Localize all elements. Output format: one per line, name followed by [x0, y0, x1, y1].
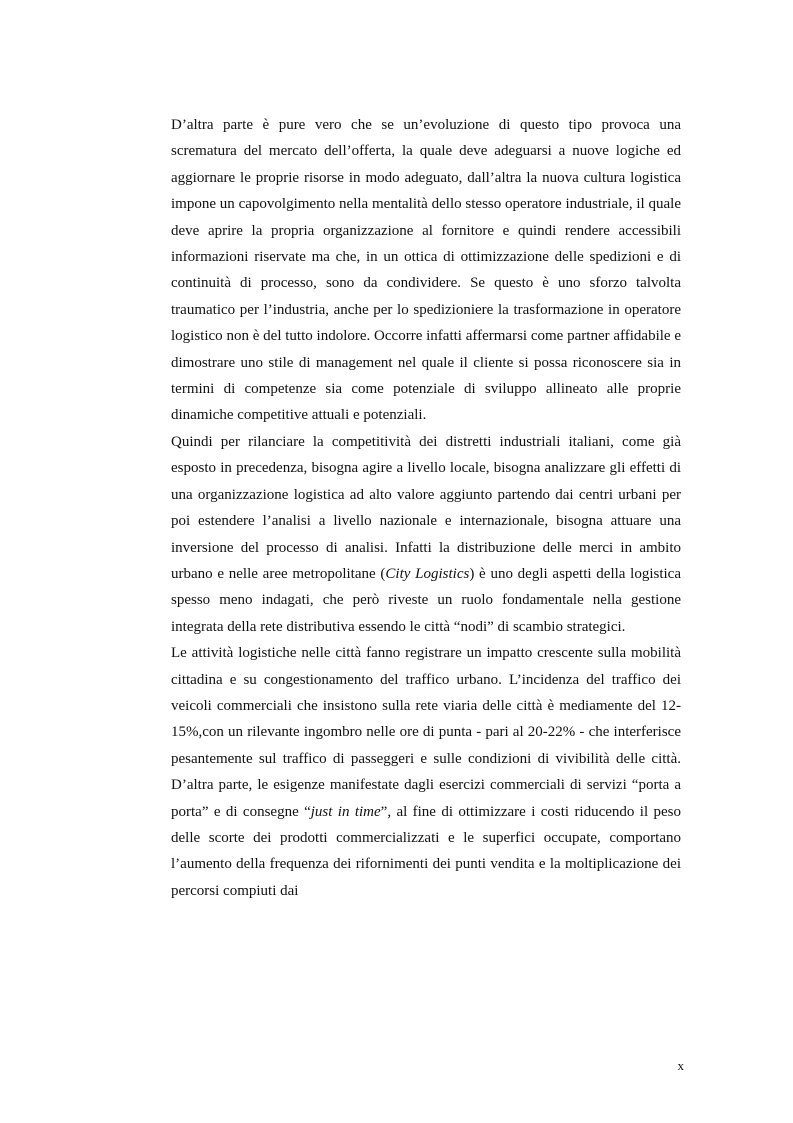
body-text	[171, 112, 681, 904]
paragraph-2-text-part-2: ) è uno degli aspetti della logistica spesso meno indagati, che però riveste un ruolo fondamentale nella gestione integrata della rete distributiva essendo le città “nodi” di scambio strategici.	[171, 565, 682, 635]
paragraph-3-italic-just-in-time: just in time	[310, 803, 381, 820]
paragraph-1	[171, 112, 681, 429]
page-number: x	[677, 1058, 684, 1073]
paragraph-1-text: D’altra parte è pure vero che se un’evoluzione di questo tipo provoca una scrematura del mercato dell’offerta, la quale deve adeguarsi a nuove logiche ed aggiornare le proprie risorse in modo adeguato, dall’altra la nuova cultura logistica impone un capovolgimento nella mentalità dello stesso operatore industriale, il quale deve aprire la propria organizzazione al fornitore e quindi rendere accessibili informazioni riservate ma che, in un ottica di ottimizzazione delle spedizioni e di continuità di processo, sono da condividere. Se questo è uno sforzo talvolta traumatico per l’industria, anche per lo spedizioniere la trasformazione in operatore logistico non è del tutto indolore. Occorre infatti affermarsi come partner affidabile e dimostrare uno stile di management nel quale il cliente si possa riconoscere sia in termini di competenze sia come potenziale di sviluppo allineato alle proprie dinamiche competitive attuali e potenziali.	[171, 117, 681, 424]
paragraph-3	[171, 640, 681, 904]
paragraph-2	[171, 429, 681, 640]
paragraph-2-text-part-1: Quindi per rilanciare la competitività dei distretti industriali italiani, come già esposto in precedenza, bisogna agire a livello locale, bisogna analizzare gli effetti di una organizzazione logistica ad alto valore aggiunto partendo dai centri urbani per poi estendere l’analisi a livello nazionale e internazionale, bisogna attuare una inversione del processo di analisi. Infatti la distribuzione delle merci in ambito urbano e nelle aree metropolitane (	[171, 433, 681, 582]
paragraph-2-italic-city-logistics: City Logistics	[385, 565, 470, 582]
paragraph-3-text-part-2: ”, al fine di ottimizzare i costi riducendo il peso delle scorte dei prodotti commercializzati e le superfici occupate, comportano l’aumento della frequenza dei rifornimenti dei punti vendita e la moltiplicazione dei percorsi compiuti dai	[171, 803, 681, 899]
paragraph-3-text-part-1: Le attività logistiche nelle città fanno registrare un impatto crescente sulla mobilità cittadina e su congestionamento del traffico urbano. L’incidenza del traffico dei veicoli commerciali che insistono sulla rete viaria delle città è mediamente del 12-15%,con un rilevante ingombro nelle ore di punta - pari al 20-22% - che interferisce pesantemente sul traffico di passeggeri e sulle condizioni di vivibilità delle città. D’altra parte, le esigenze manifestate dagli esercizi commerciali di servizi “porta a porta” e di consegne “	[171, 645, 681, 820]
